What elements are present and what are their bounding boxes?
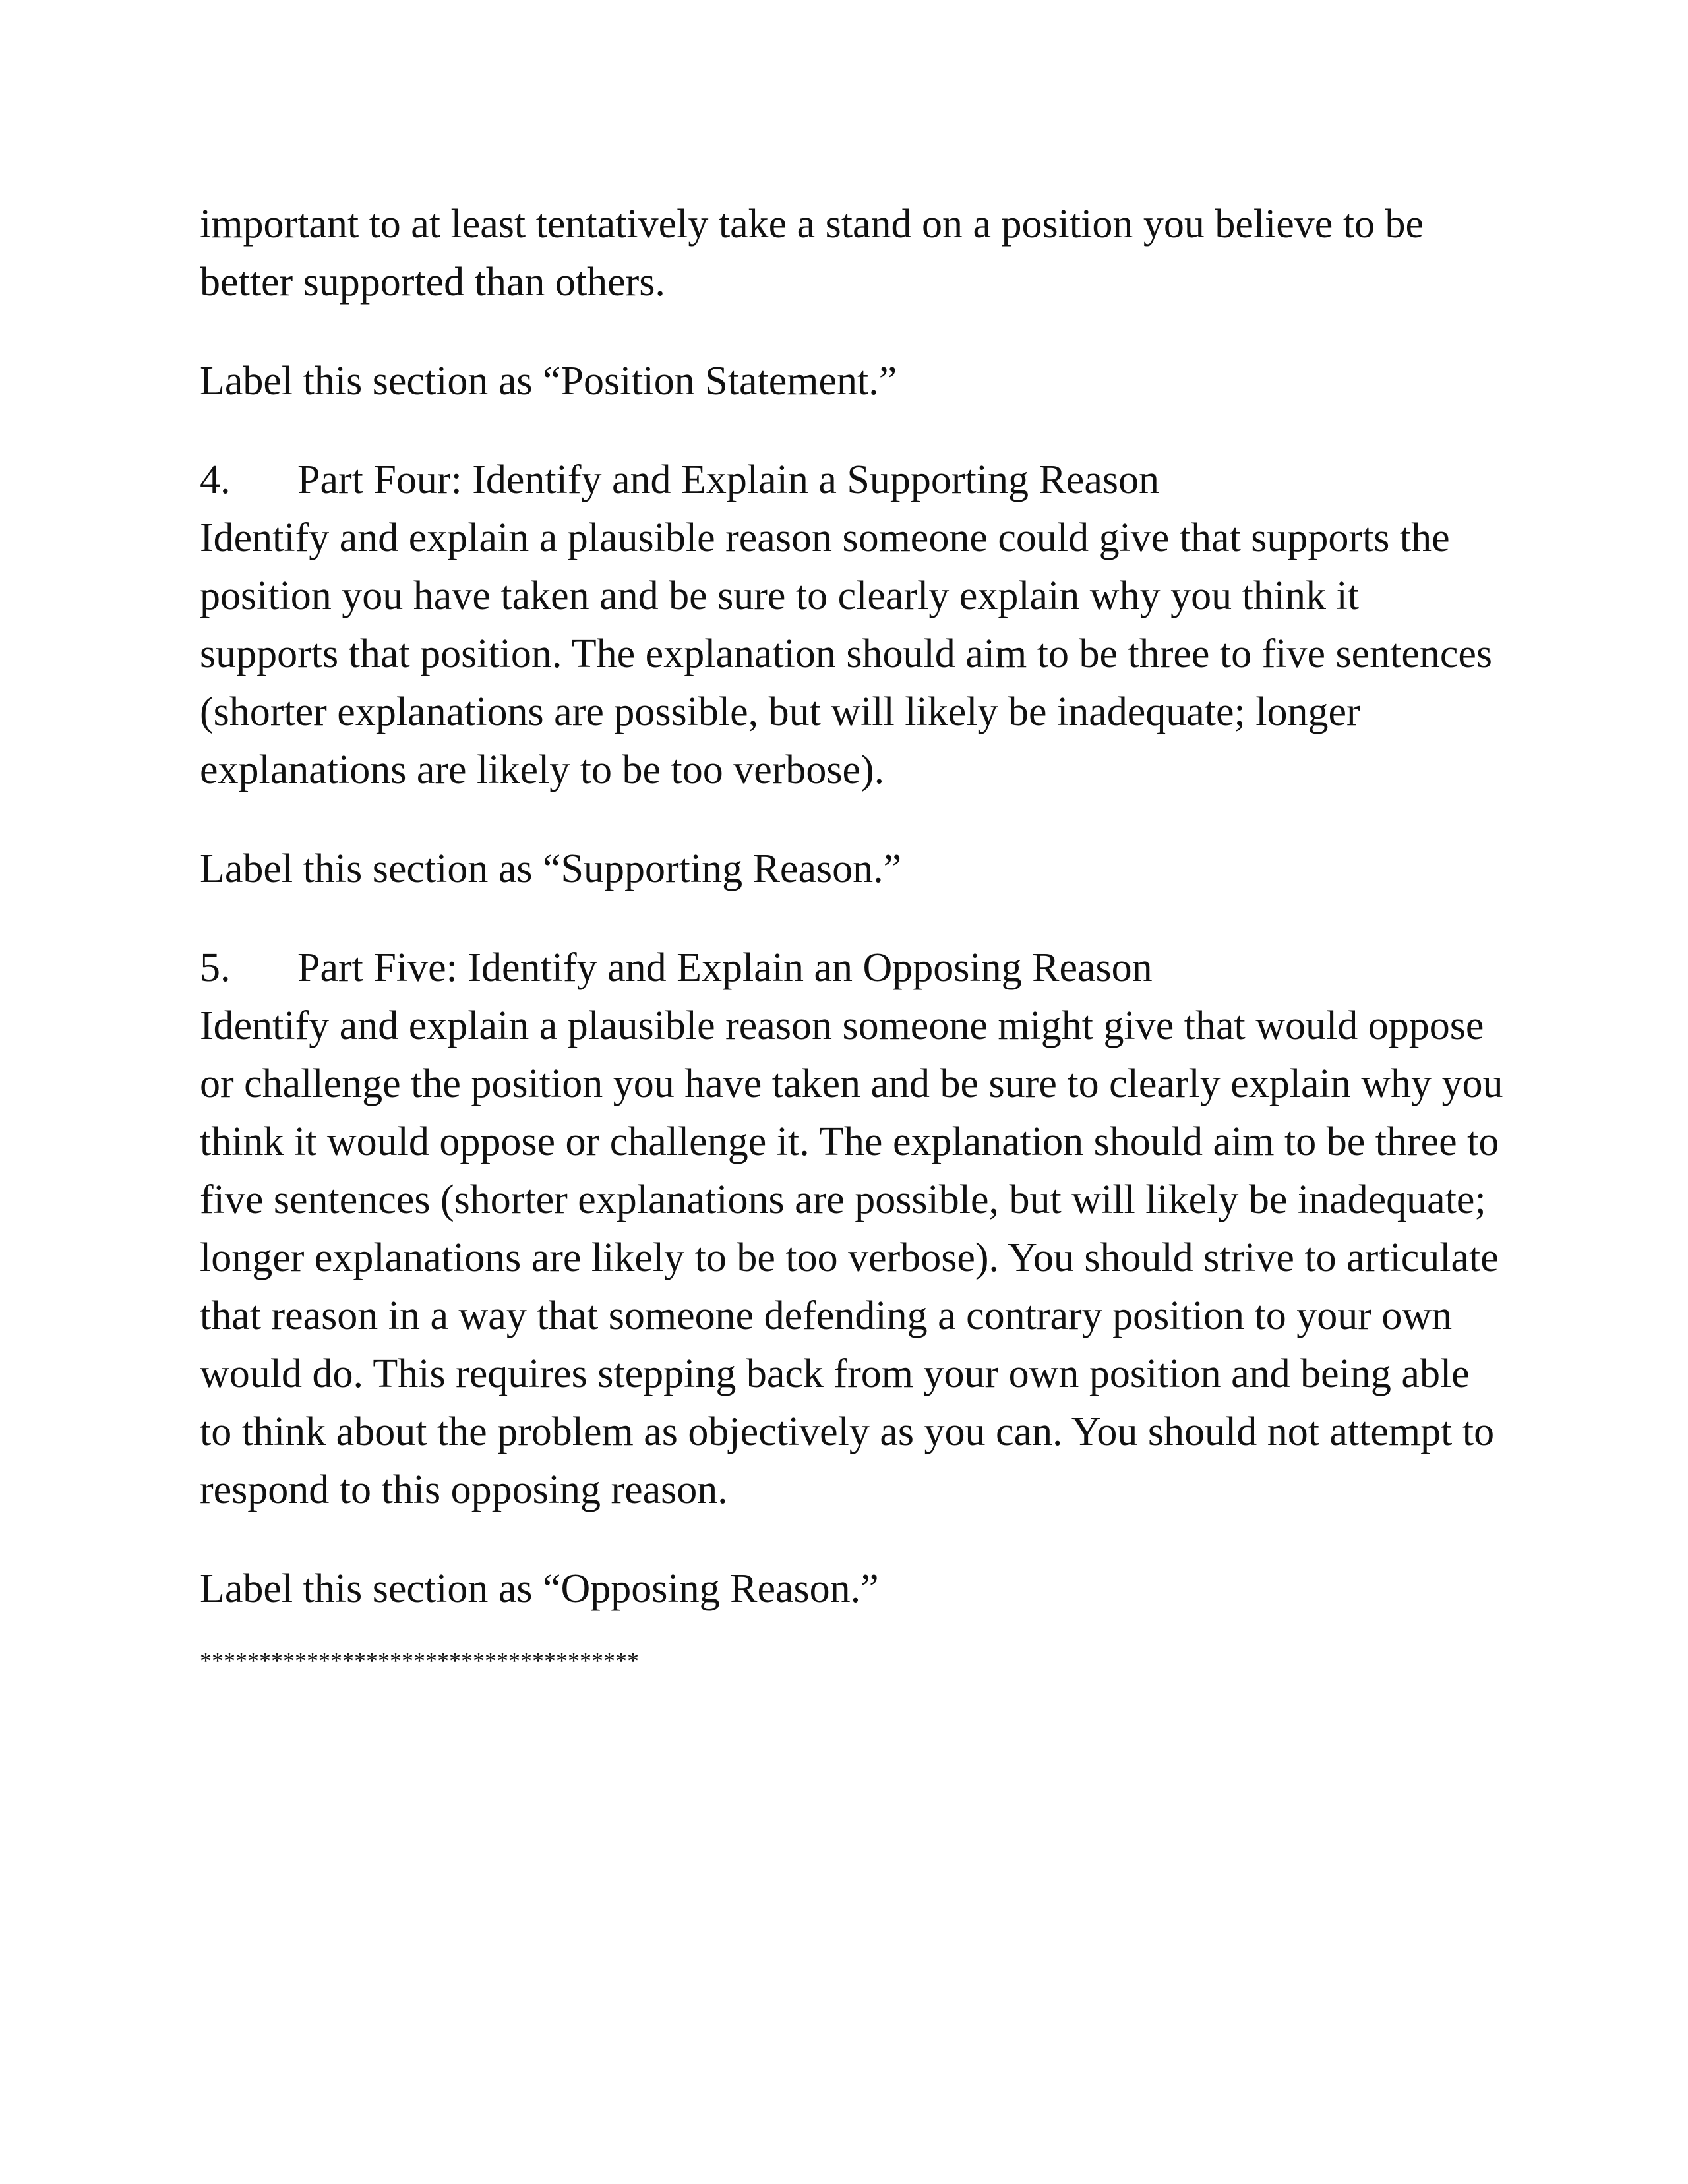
spacer <box>200 898 1505 939</box>
intro-paragraph: important to at least tentatively take a stand on a position you believe to be better supported than others. <box>200 202 1424 305</box>
spacer <box>200 410 1505 451</box>
opposing-reason-label: Label this section as “Opposing Reason.” <box>200 1566 879 1611</box>
spacer <box>200 1618 1505 1644</box>
part-four-heading <box>200 451 1505 509</box>
position-statement-label: Label this section as “Position Statement.” <box>200 359 897 403</box>
asterisk-divider: ************************************* <box>200 1647 639 1674</box>
document-content <box>200 195 1505 1677</box>
part-four-body: Identify and explain a plausible reason someone could give that supports the position you have taken and be sure to clearly explain why you think it supports that position. The explanation should aim to be three to five sentences (shorter explanations are possible, but will likely be inadequate; longer explanations are likely to be too verbose). <box>200 516 1493 792</box>
part-five-number: 5. <box>200 945 231 990</box>
spacer <box>200 1519 1505 1560</box>
part-five-body: Identify and explain a plausible reason someone might give that would oppose or challenge the position you have taken and be sure to clearly explain why you think it would oppose or challenge it. The explanation should aim to be three to five sentences (shorter explanations are possible, but will likely be inadequate; longer explanations are likely to be too verbose). You should strive to articulate that reason in a way that someone defending a contrary position to your own would do. This requires stepping back from your own position and being able to think about the problem as objectively as you can. You should not attempt to respond to this opposing reason. <box>200 1003 1503 1512</box>
part-five-title: Part Five: Identify and Explain an Opposing Reason <box>297 945 1153 990</box>
spacer <box>200 799 1505 840</box>
part-four-number: 4. <box>200 457 231 502</box>
part-five-heading <box>200 939 1505 997</box>
supporting-reason-label: Label this section as “Supporting Reason.” <box>200 846 902 891</box>
part-four-title: Part Four: Identify and Explain a Supporting Reason <box>297 457 1159 502</box>
spacer <box>200 311 1505 352</box>
